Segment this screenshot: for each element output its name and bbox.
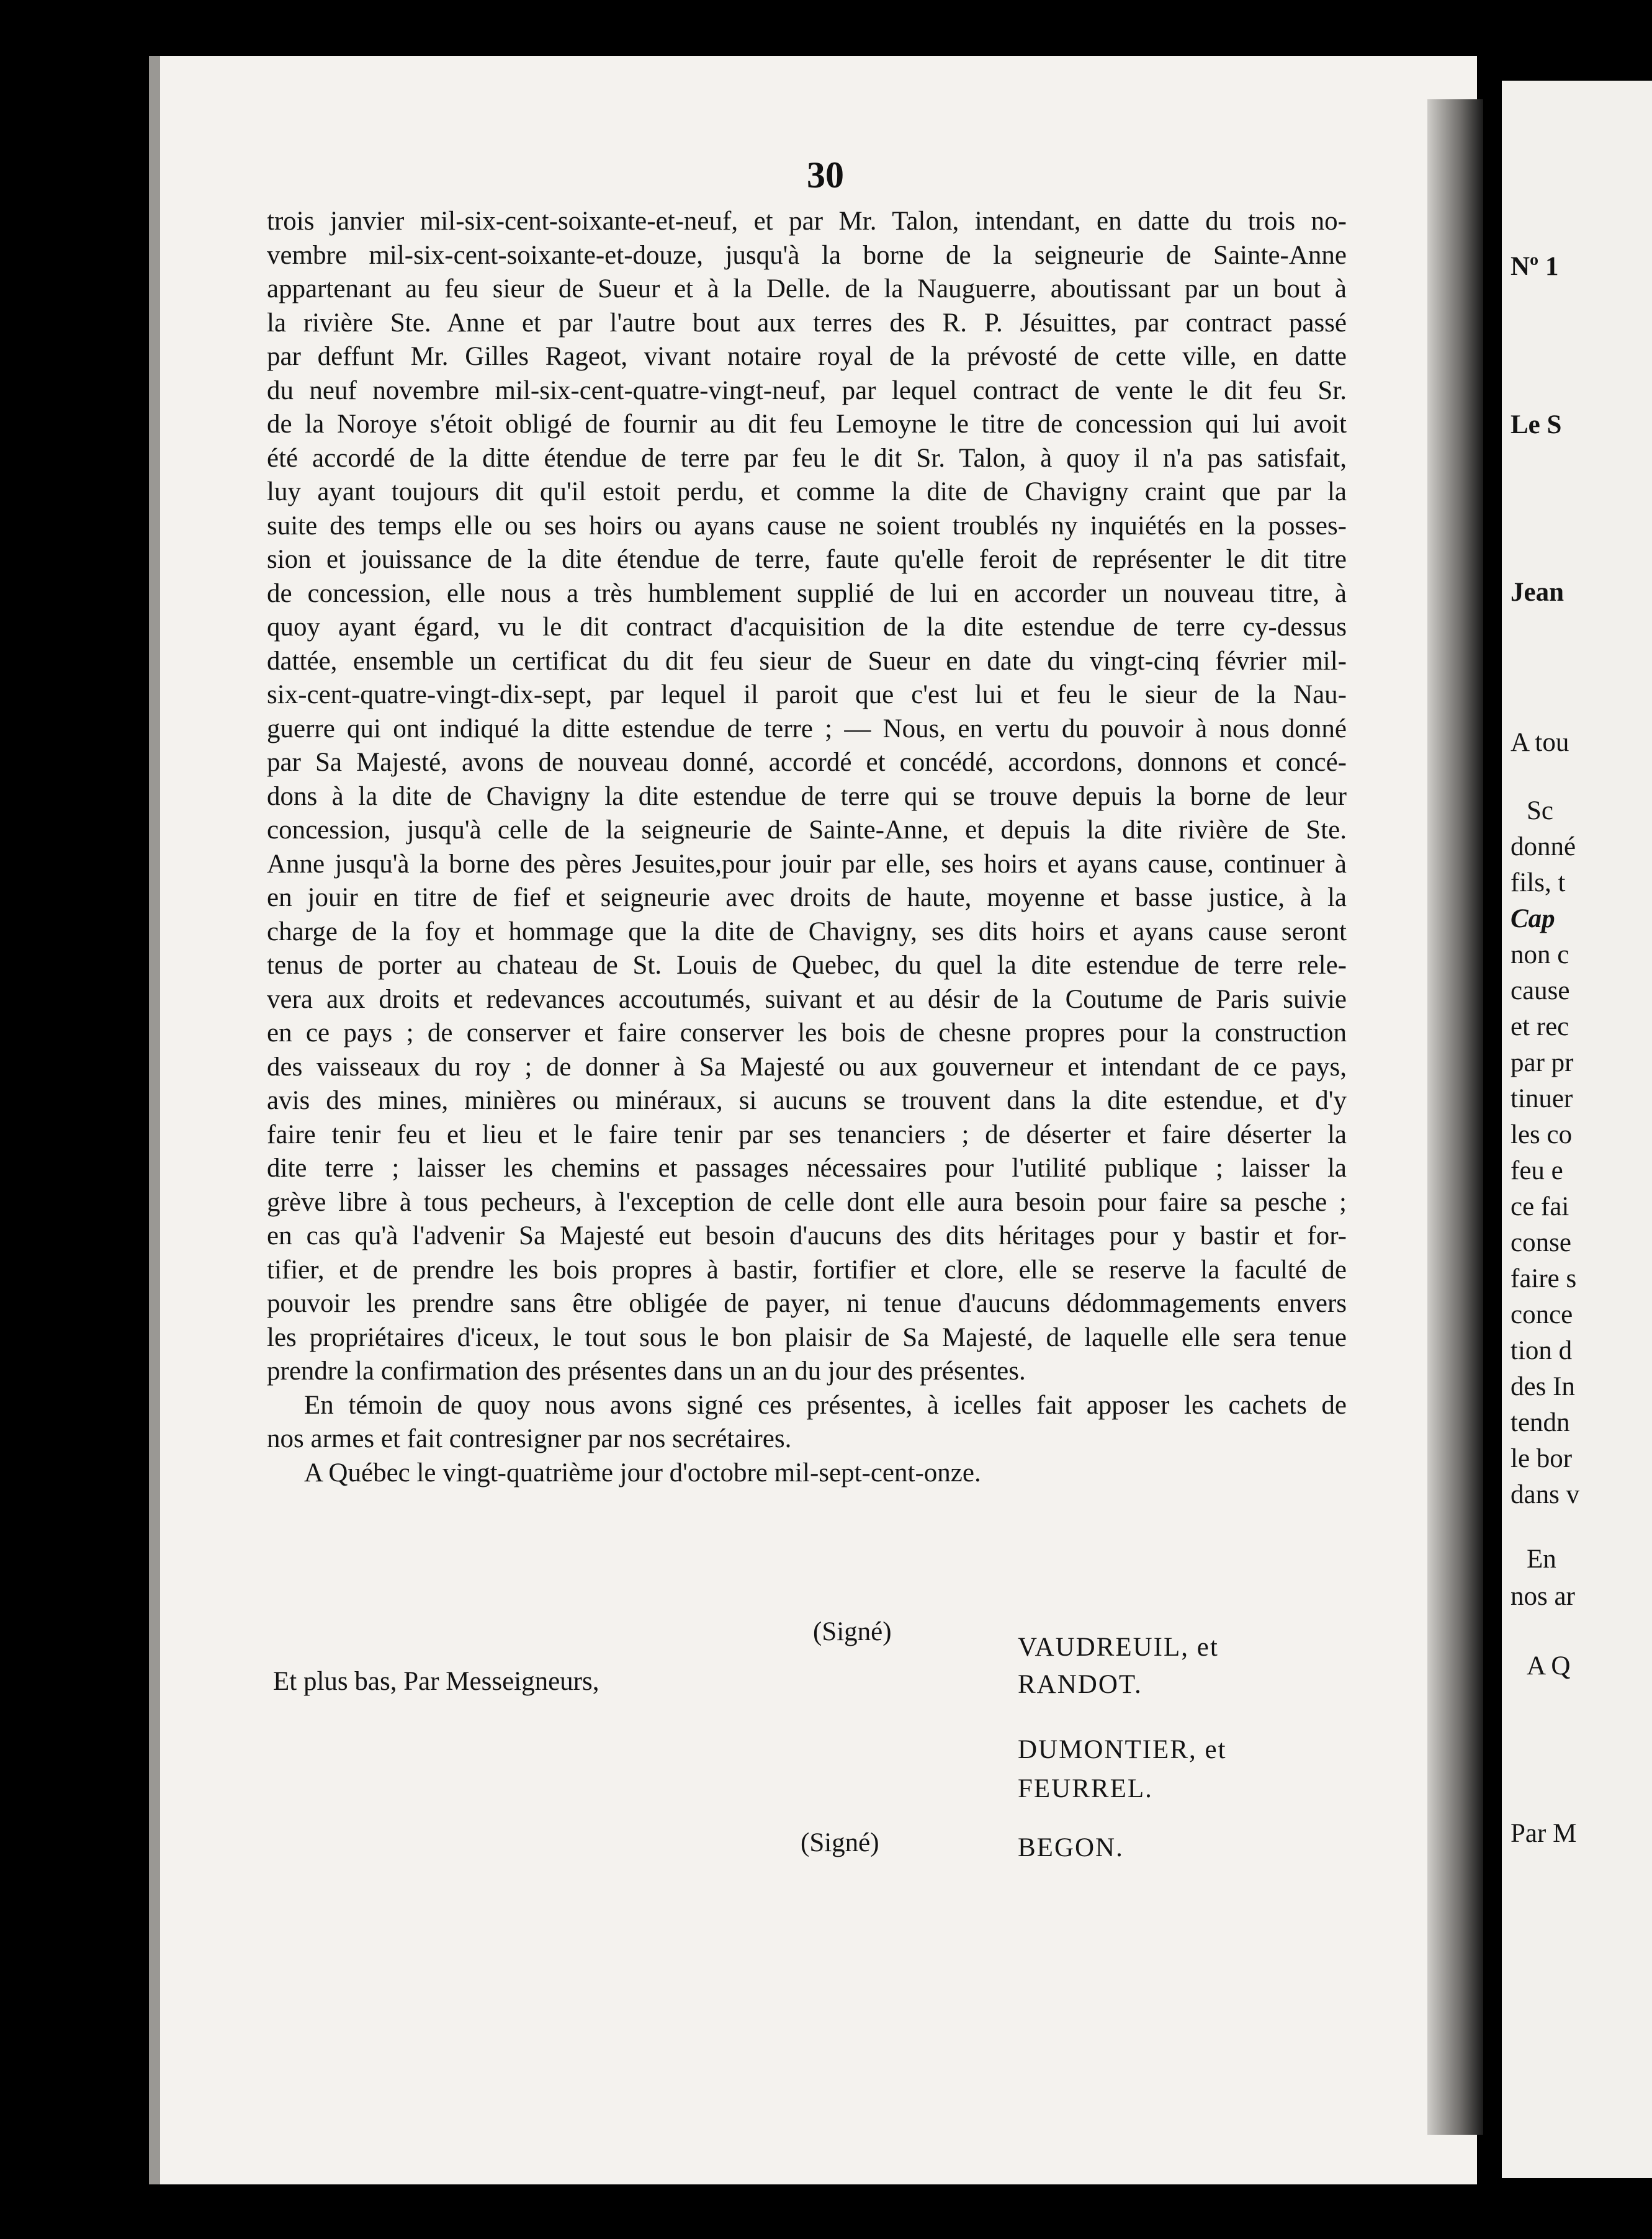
right-fragment: par pr (1511, 1048, 1574, 1077)
text-line: six-cent-quatre-vingt-dix-sept, par lequel il paroit que c'est lui et feu le sieur de la Nau- (267, 680, 1347, 709)
right-fragment: cause (1511, 976, 1570, 1005)
signe-label: (Signé) (813, 1617, 892, 1646)
text-line: faire tenir feu et lieu et le faire tenir par ses tenanciers ; de déserter et faire déserter la (267, 1120, 1347, 1149)
right-fragment: donné (1511, 832, 1576, 861)
right-fragment: Cap (1511, 904, 1555, 933)
signatory-name: RANDOT. (1018, 1670, 1142, 1699)
text-line: la rivière Ste. Anne et par l'autre bout aux terres des R. P. Jésuittes, par contract passé (267, 308, 1347, 338)
right-fragment: dans v (1511, 1480, 1580, 1509)
right-fragment: Jean (1511, 578, 1564, 607)
right-fragment: ce fai (1511, 1192, 1569, 1221)
text-line: en jouir en titre de fief et seigneurie avec droits de haute, moyenne et basse justice, à la (267, 883, 1347, 912)
signe-label: (Signé) (801, 1828, 879, 1857)
text-line: tenus de porter au chateau de St. Louis de Quebec, du quel la dite estendue de terre rele- (267, 951, 1347, 980)
right-fragment: tendn (1511, 1408, 1570, 1437)
text-line: dite terre ; laisser les chemins et passages nécessaires pour l'utilité publique ; laisser la (267, 1154, 1347, 1183)
text-line: dattée, ensemble un certificat du dit feu sieur de Sueur en date du vingt-cinq février mil- (267, 646, 1347, 676)
right-fragment: Sc (1527, 796, 1553, 825)
page-spine (1427, 99, 1483, 2135)
text-line: suite des temps elle ou ses hoirs ou ayans cause ne soient troublés ny inquiétés en la posses- (267, 511, 1347, 541)
text-line: En témoin de quoy nous avons signé ces présentes, à icelles fait apposer les cachets de (304, 1390, 1347, 1420)
right-fragment: Par M (1511, 1819, 1577, 1848)
text-line: prendre la confirmation des présentes dans un an du jour des présentes. (267, 1357, 1026, 1386)
text-line: charge de la foy et hommage que la dite de Chavigny, ses dits hoirs et ayans cause seront (267, 917, 1347, 946)
text-line: été accordé de la ditte étendue de terre par feu le dit Sr. Talon, à quoy il n'a pas satisfait, (267, 443, 1347, 473)
signatory-name: VAUDREUIL, et (1018, 1633, 1219, 1662)
right-fragment: le bor (1511, 1444, 1573, 1473)
right-fragment: non c (1511, 940, 1569, 969)
text-line: concession, jusqu'à celle de la seigneurie de Sainte-Anne, et depuis la dite rivière de Ste. (267, 815, 1347, 845)
right-fragment: conse (1511, 1228, 1571, 1257)
right-fragment: En (1527, 1545, 1556, 1574)
text-line: A Québec le vingt-quatrième jour d'octobre mil-sept-cent-onze. (304, 1458, 981, 1487)
right-fragment: et rec (1511, 1012, 1569, 1041)
right-fragment: tion d (1511, 1336, 1573, 1365)
right-page-edge (1502, 81, 1652, 2178)
text-line: grève libre à tous pecheurs, à l'exception de celle dont elle aura besoin pour faire sa pesche ; (267, 1187, 1347, 1217)
text-line: appartenant au feu sieur de Sueur et à la Delle. de la Nauguerre, aboutissant par un bout à (267, 274, 1347, 303)
text-line: guerre qui ont indiqué la ditte estendue de terre ; — Nous, en vertu du pouvoir à nous donné (267, 714, 1347, 743)
right-fragment: tinuer (1511, 1084, 1573, 1113)
text-line: par deffunt Mr. Gilles Rageot, vivant notaire royal de la prévosté de cette ville, en datte (267, 342, 1347, 371)
right-fragment: faire s (1511, 1264, 1577, 1293)
signatory-name: FEURREL. (1018, 1774, 1153, 1803)
text-line: quoy ayant égard, vu le dit contract d'acquisition de la dite estendue de terre cy-dessus (267, 612, 1347, 642)
page-number: 30 (807, 155, 844, 195)
text-line: avis des mines, minières ou minéraux, si aucuns se trouvent dans la dite estendue, et d'y (267, 1086, 1347, 1115)
text-line: nos armes et fait contresigner par nos secrétaires. (267, 1424, 792, 1453)
right-fragment: Nº 1 (1511, 252, 1559, 281)
right-fragment: A tou (1511, 728, 1569, 757)
right-fragment: conce (1511, 1300, 1573, 1329)
text-line: dons à la dite de Chavigny la dite estendue de terre qui se trouve depuis la borne de leur (267, 781, 1347, 811)
right-fragment: Le S (1511, 410, 1562, 439)
right-fragment: feu e (1511, 1156, 1563, 1185)
text-line: luy ayant toujours dit qu'il estoit perdu, et comme la dite de Chavigny craint que par la (267, 477, 1347, 506)
text-line: des vaisseaux du roy ; de donner à Sa Majesté ou aux gouverneur et intendant de ce pays, (267, 1052, 1347, 1082)
signatory-name: BEGON. (1018, 1833, 1124, 1862)
text-line: tifier, et de prendre les bois propres à bastir, fortifier et clore, elle se reserve la faculté de (267, 1255, 1347, 1285)
text-line: pouvoir les prendre sans être obligée de payer, ni tenue d'aucuns dédommagements envers (267, 1289, 1347, 1318)
right-fragment: A Q (1527, 1651, 1571, 1680)
right-fragment: nos ar (1511, 1582, 1575, 1611)
text-line: sion et jouissance de la dite étendue de terre, faute qu'elle feroit de représenter le dit titre (267, 545, 1347, 574)
text-line: trois janvier mil-six-cent-soixante-et-neuf, et par Mr. Talon, intendant, en datte du trois no- (267, 207, 1347, 236)
body-text (267, 205, 1347, 1490)
text-line: vera aux droits et redevances accoutumés, suivant et au désir de la Coutume de Paris suivie (267, 984, 1347, 1014)
text-line: vembre mil-six-cent-soixante-et-douze, jusqu'à la borne de la seigneurie de Sainte-Anne (267, 240, 1347, 270)
right-fragment: les co (1511, 1120, 1573, 1149)
text-line: du neuf novembre mil-six-cent-quatre-vingt-neuf, par lequel contract de vente le dit feu Sr. (267, 375, 1347, 405)
text-line: en ce pays ; de conserver et faire conserver les bois de chesne propres pour la construction (267, 1018, 1347, 1048)
right-fragment: des In (1511, 1372, 1575, 1401)
text-line: Anne jusqu'à la borne des pères Jesuites,pour jouir par elle, ses hoirs et ayans cause, continuer à (267, 849, 1347, 879)
text-line: de la Noroye s'étoit obligé de fournir au dit feu Lemoyne le titre de concession qui lui avoit (267, 410, 1347, 439)
plus-bas-line: Et plus bas, Par Messeigneurs, (273, 1667, 599, 1696)
signatory-name: DUMONTIER, et (1018, 1735, 1227, 1764)
text-line: les propriétaires d'iceux, le tout sous le bon plaisir de Sa Majesté, de laquelle elle sera tenue (267, 1322, 1347, 1352)
text-line: par Sa Majesté, avons de nouveau donné, accordé et concédé, accordons, donnons et concé- (267, 748, 1347, 777)
text-line: en cas qu'à l'advenir Sa Majesté eut besoin d'aucuns des dits héritages pour y bastir et for- (267, 1221, 1347, 1250)
text-line: de concession, elle nous a très humblement supplié de lui en accorder un nouveau titre, à (267, 578, 1347, 608)
right-fragment: fils, t (1511, 868, 1566, 897)
